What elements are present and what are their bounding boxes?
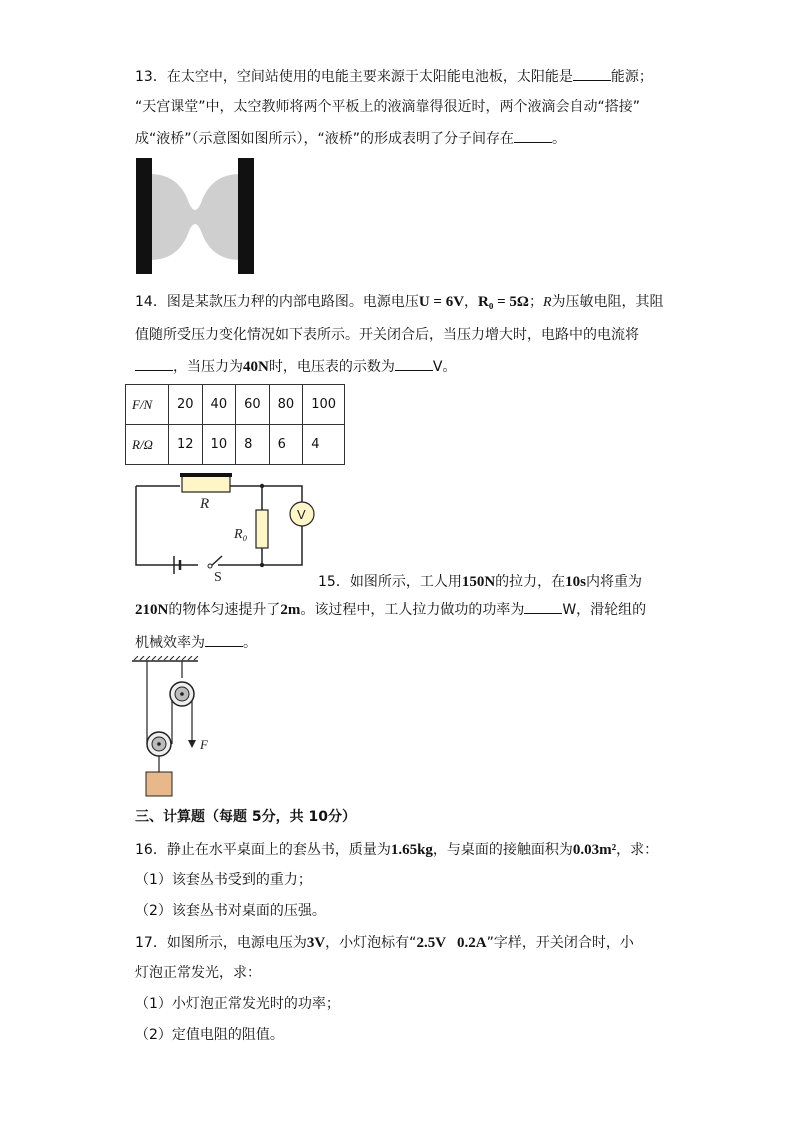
q14-line3: ，当压力为40N时，电压表的示数为 V。 bbox=[135, 356, 456, 377]
q15-blank-2[interactable] bbox=[205, 632, 243, 647]
force-label: F bbox=[200, 737, 208, 752]
q16-sub2: （2）该套丛书对桌面的压强。 bbox=[135, 903, 326, 919]
q14-blank-2[interactable] bbox=[395, 356, 433, 371]
pulley-system-figure bbox=[130, 656, 220, 798]
q14-line1: 14．图是某款压力秤的内部电路图。电源电压U = 6V，R₀ = 5Ω；R为压敏电阻，其阻 bbox=[135, 294, 664, 310]
q17-sub1: （1）小灯泡正常发光时的功率； bbox=[135, 996, 340, 1012]
q14-blank-1[interactable] bbox=[135, 356, 173, 371]
q13-line3: 成“液桥”（示意图如图所示），“液桥”的形成表明了分子间存在 。 bbox=[135, 128, 566, 149]
q17-line1: 17．如图所示，电源电压为3V，小灯泡标有“2.5V 0.2A”字样，开关闭合时，小 bbox=[135, 935, 634, 951]
table-row: R/Ω 12 10 8 6 4 bbox=[126, 425, 345, 465]
r0-label: R₀ bbox=[234, 527, 248, 542]
voltage-expression: U = 6V bbox=[418, 294, 465, 310]
q16-sub1: （1）该套丛书受到的重力； bbox=[135, 872, 312, 888]
q16-line1: 16．静止在水平桌面上的套丛书，质量为1.65kg，与桌面的接触面积为0.03m²，求： bbox=[135, 842, 659, 858]
q17-line2: 灯泡正常发光，求： bbox=[135, 965, 261, 981]
q17-sub2: （2）定值电阻的阻值。 bbox=[135, 1027, 284, 1043]
q14-line2: 值随所受压力变化情况如下表所示。开关闭合后，当压力增大时，电路中的电流将 bbox=[135, 327, 639, 343]
liquid-bridge-figure bbox=[134, 158, 258, 276]
q15-line3: 机械效率为 。 bbox=[135, 632, 257, 653]
pressure-resistance-table bbox=[125, 384, 345, 465]
q13-blank-2[interactable] bbox=[514, 128, 552, 143]
q15-blank-1[interactable] bbox=[524, 599, 562, 614]
q15-line1: 15．如图所示，工人用150N的拉力，在10s内将重为 bbox=[318, 574, 643, 590]
q13-line2: “天宫课堂”中，太空教师将两个平板上的液滴靠得很近时，两个液滴会自动“搭接” bbox=[135, 99, 641, 115]
q13-line1: 13．在太空中，空间站使用的电能主要来源于太阳能电池板，太阳能是 能源； bbox=[135, 66, 653, 87]
table-row: F/N 20 40 60 80 100 bbox=[126, 385, 345, 425]
q13-blank-1[interactable] bbox=[573, 66, 611, 81]
r-label: R bbox=[200, 496, 210, 512]
section-heading: 三、计算题（每题 5分，共 10分） bbox=[135, 809, 356, 825]
voltmeter-label: V bbox=[297, 507, 306, 522]
r0-expression: R₀ = 5Ω bbox=[478, 294, 529, 310]
switch-label: S bbox=[214, 570, 222, 582]
pressure-scale-circuit bbox=[130, 472, 320, 582]
q15-line2: 210N的物体匀速提升了2m。该过程中，工人拉力做功的功率为 W，滑轮组的 bbox=[135, 599, 646, 620]
